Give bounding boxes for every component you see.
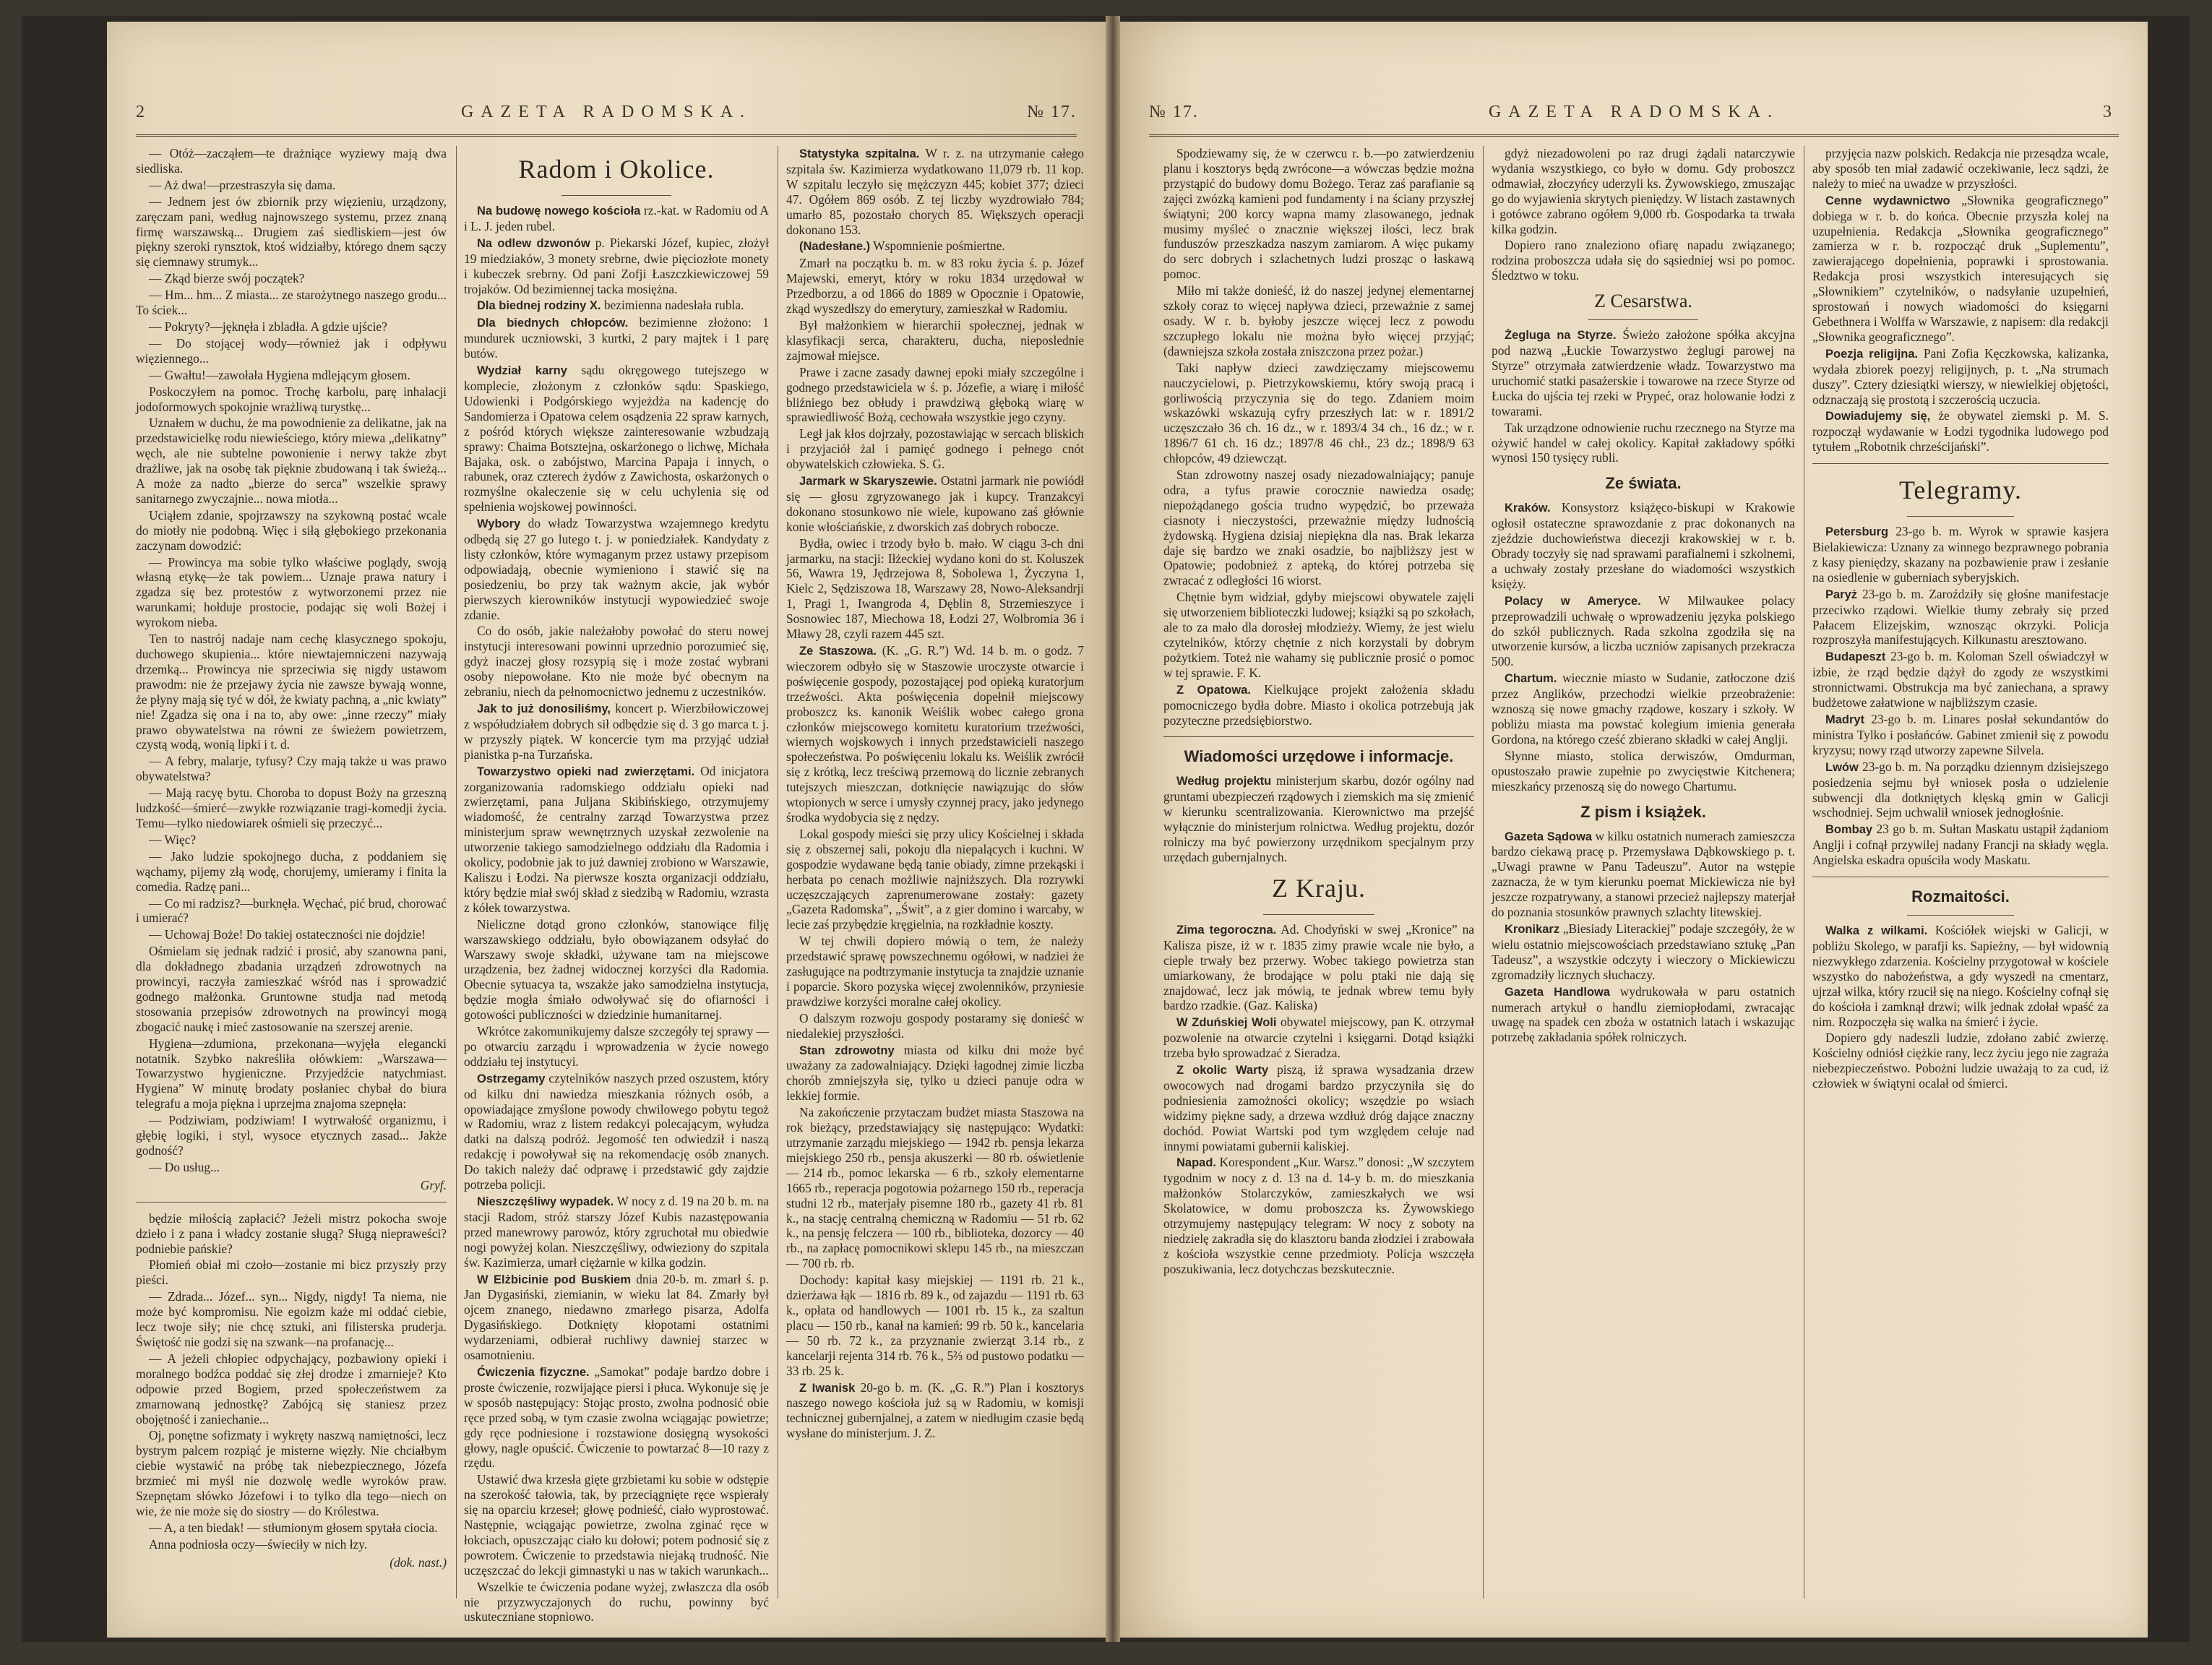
right-col-1 xyxy=(1163,146,1474,1599)
news-item xyxy=(1492,671,1795,747)
paragraph: Płomień obiał mi czoło—zostanie mi bicz przyszły przy pieści. xyxy=(136,1257,447,1288)
news-item-lead: Kronikarz xyxy=(1505,922,1560,936)
news-item-lead: Dowiadujemy się, xyxy=(1825,410,1931,423)
news-item xyxy=(464,1272,769,1363)
news-item-lead: W Zduńskiej Woli xyxy=(1176,1016,1277,1030)
news-item xyxy=(786,1273,1084,1378)
feuilleton-signature: Gryf. xyxy=(420,1177,447,1192)
news-item xyxy=(1812,822,2109,868)
section-title: Z Kraju. xyxy=(1272,873,1366,903)
news-item-lead: Dla biednej rodziny X. xyxy=(477,299,601,313)
news-item xyxy=(1163,922,1474,1013)
page-number: 3 xyxy=(2103,103,2119,121)
news-item xyxy=(786,1105,1084,1271)
paragraph: Ten to nastrój nadaje nam cechę klasycznego spokoju, duchowego skupienia... które niewtajemniczeni nazywają drzemką... Prowincya nie sprzeciwia się nigdy ustawom prawodm: nie że przejawy życia nie zawsze bywają wonne, że płyny mają się tyć w dół, że kwiaty pachną, a „nic kwiaty” nie! Zgadza się ona i na to, aby owe: „inne rzeczy” miały prawo obywatelstwa na równi ze świeżem powietrzem, czystą wodą, wonią lipki i t. d. xyxy=(136,632,447,752)
news-item-text: Dochody: kapitał kasy miejskiej — 1191 rb. 21 k., dzierżawa łąk — 1816 rb. 89 k., od zajazdu — 1191 rb. 63 k., opłata od handlowych — 1001 rb. 15 k., za szaltun placu — 150 rb., kanał na kamień: 99 rb. 50 k., kancelaria — 50 rb. 72 k., za przyznanie zwierząt 3.14 rb., z kancelarji rejenta 314 rb. 76 k., 5⅔ od pustowo podatku — 33 rb. 25 k. xyxy=(786,1273,1084,1378)
title-rule xyxy=(1263,914,1375,915)
news-item-text: miasta od kilku dni może być uważany za zadowalniający. Dzięki łagodnej zimie liczba chorób zmniejszyła się, tylko u dzieci panuje odra w lekkiej formie. xyxy=(786,1042,1084,1103)
news-item xyxy=(1492,984,1795,1046)
paragraph: będzie miłością zapłacić? Jeżeli mistrz pokocha swoje dzieło i z pana i władcy zostanie sługą? Sługą niepraweści? podniebie pańskie? xyxy=(136,1210,447,1256)
news-item-lead: Ze Staszowa. xyxy=(799,645,877,658)
news-item xyxy=(1492,921,1795,983)
feuilleton-text xyxy=(136,146,447,1175)
news-item-lead: Wydział karny xyxy=(477,364,567,378)
news-item-text: Lokal gospody mieści się przy ulicy Kościelnej i składa się z obszernej sali, pokoju dla niepalących i kuchni. W gospodzie wydawane będą tanie obiady, zimne przekąski i herbata po cenach możliwie najniższych. Dla rozrywki uczęszczających zaprenumerowane zostały: gazety „Gazeta Radomska”, „Świt”, a z gier domino i warcaby, w lecie zaś przybędzie kręgielnia, na rozkładnie koszty. xyxy=(786,826,1084,932)
news-item-text: do władz Towarzystwa wzajemnego kredytu odbędą się 27 go lutego t. j. w poniedziałek. Kandydaty z listy członków, które wymaganym przez ustawy przepisom odpowiadają, obecnie wymieniono i stawić się na posiedzeniu, bo przy tak ważnym akcie, jak wybór pierwszych kierowników instytucji wypowiedzieć swoje zdanie. xyxy=(464,516,769,622)
news-items xyxy=(464,203,769,1625)
news-item-lead: Budapeszt xyxy=(1825,650,1886,664)
news-item xyxy=(1492,421,1795,466)
news-item-text: wydrukowała w paru ostatnich numerach artykuł o handlu ziemiopłodami, zwracając uwagę na spadek cen zboża w ostatnich latach i wskazując potrzebę zakładania spółek rolniczych. xyxy=(1492,984,1795,1045)
news-item-text: Wkrótce zakomunikujemy dalsze szczegóły tej sprawy — po otwarciu zarządu i wprowadzenia w życie nowego oddziału tej instytucyi. xyxy=(464,1024,769,1069)
news-item-lead: Zima tegoroczna. xyxy=(1176,923,1277,937)
news-item-lead: Według projektu xyxy=(1176,775,1272,788)
news-item-text: obywatel miejscowy, pan K. otrzymał pozwolenie na otwarcie czytelni i księgarni. Dotąd książki trzeba było sprowadzać z Sieradza. xyxy=(1163,1015,1474,1061)
news-item-lead: Madryt xyxy=(1825,713,1865,726)
news-item-text: rz.-kat. w Radomiu od A i L. J. jeden rubel. xyxy=(464,203,769,233)
paragraph: — Co mi radzisz?—burknęła. Węchać, pić brud, chorować i umierać? xyxy=(136,895,447,926)
issue-number: № 17. xyxy=(1149,103,1199,121)
news-item-lead: Dla biednych chłopców. xyxy=(477,317,629,330)
news-item-text: W tej chwili dopiero mówią o tem, że należy przedstawić sprawę powszechnemu ogółowi, w nadziei że zasługujące na podtrzymanie instytucja ta znajdzie uznanie i poparcie. Skoro pozyska więcej zwolenników, przyniesie prawdziwe korzyści moralne całej okolicy. xyxy=(786,934,1084,1009)
news-item-text: p. Piekarski Józef, kupiec, złożył 19 miedziaków, 3 monety srebrne, dwie pięciozłote monety i kubeczek srebrny. Od pani Zofji Łaszczkiewiczowej 59 trojaków. Od bezimiennej tacka mosiężna. xyxy=(464,235,769,296)
news-item-lead: Z okolic Warty xyxy=(1176,1064,1269,1077)
paragraph: — Gwałtu!—zawołała Hygiena mdlejącym głosem. xyxy=(149,367,410,382)
news-item xyxy=(464,701,769,762)
news-item-text: Ad. Chodyński w swej „Kronice” na Kalisza pisze, iż w r. 1835 zimy prawie wcale nie było, a cieple trwały bez przerwy. Wobec takiego powietrza stan umiarkowany, że brodające w polu ptaki nie dają się znajdować, lecz jak mówią, te jednak wbrew temu były bardzo rzadkie. (Gaz. Kaliska) xyxy=(1163,921,1474,1013)
news-item-text: przyjęcia nazw polskich. Redakcja nie przesądza wcale, aby sposób ten miał zadawić oczekiwanie, lecz sądzi, że należy to mieć na uwadze w przyszłości. xyxy=(1812,146,2109,191)
paragraph: Anna podniosła oczy—świeciły w nich łzy. xyxy=(149,1536,368,1552)
page-number: 2 xyxy=(136,103,152,121)
news-item-lead: Lwów xyxy=(1825,760,1859,774)
news-item-text: W r. z. na utrzymanie całego szpitala św. Kazimierza wydatkowano 11,079 rb. 11 kop. W szpitalu leczyło się mężczyzn 445; kobiet 377; dzieci 47. Ogółem 869 osób. Z tej liczby wyzdrowiało 784; umarło 85, pozostało chorych 85. Większych operacji dokonano 153. xyxy=(786,146,1084,237)
paragraph: Uznałem w duchu, że ma powodnienie za delikatne, jak na przedstawicielkę rodu niewieściego, który miewa „delikatny” węch, ale nie subtelne powonienie i nerwy także zbyt drażliwe, jak na osobę tak pięknie zbudowaną i tak świeżą... A może za nadto „bierze do serca” wszelkie sprawy sanitarnego zwyczajnie... nowa miotła... xyxy=(136,416,447,506)
news-item-text: Nieliczne dotąd grono członków, stanowiące filję warszawskiego oddziału, było obowiązanem odsyłać do Warszawy swoje składki, używane tam na miejscowe urządzenia, bez żadnej widocznej korzyści dla Radomia. Obecnie sytuacya ta, wszakże jako samodzielna instytucja, będzie mogła śmiało odwoływać się do ofiarności i gotowości publiczności w dziedzinie humanitarnej. xyxy=(464,916,769,1023)
section-title: Radom i Okolice. xyxy=(518,155,715,184)
novel-continuation: (dok. nast.) xyxy=(390,1554,447,1570)
news-item-text: W nocy z d. 19 na 20 b. m. na stacji Radom, stróż starszy Józef Kubis nazastępowania przed manewrowy parowóz, który zgruchotał mu obiedwie nogi powyżej kolan. Nieszczęśliwy, odwieziony do szpitala św. Kazimierza, umarł ciężarnie w kilka godzin. xyxy=(464,1194,769,1270)
news-items xyxy=(1163,922,1474,1277)
news-item-text: 23-go b. m. Wyrok w sprawie kasjera Bielakiewicza: Uznany za winnego bezprawnego pobrania z kasy pieniędzy, skazany na pozbawienie praw i zesłanie na osiedlenie w guberniach syberyjskich. xyxy=(1812,524,2109,585)
news-item xyxy=(1163,590,1474,680)
news-item-text: Słynne miasto, stolica derwiszów, Omdurman, opustoszało prawie zupełnie po zwycięstwie Kitchenera; mieszkańcy przenoszą się do nowego Chartumu. xyxy=(1492,748,1795,793)
news-items xyxy=(1163,773,1474,864)
news-item xyxy=(1163,1155,1474,1276)
news-item-text: 23-go b. m. Linares posłał sekundantów do ministra Tylko i posłańców. Gabinet zmienił się z powodu kryzysu; nowy rząd utworzy zapewne Silvela. xyxy=(1812,712,2109,757)
news-item-text: bezimienne złożono: 1 mundurek uczniowski, 3 kurtki, 2 pary majtek i 1 parę butów. xyxy=(464,315,769,361)
news-item-text: Dopiero rano znaleziono ofiarę napadu związanego; rodzina proboszcza udała się do sąsiedniej wsi po pomoc. Śledztwo w toku. xyxy=(1492,238,1795,283)
news-item xyxy=(1812,146,2109,192)
news-item xyxy=(1812,193,2109,345)
news-item-lead: Z Opatowa. xyxy=(1176,683,1251,697)
news-item-lead: Paryż xyxy=(1825,588,1858,601)
news-item-lead: Na odlew dzwonów xyxy=(477,236,590,250)
news-item-text: W Milwaukee polacy przeprowadzili uchwałę o wprowadzeniu języka polskiego do szkół publicznych. Rada szkolna zgodziła się na utworzenie kursów, a liczba uczniów zapisanych przekracza 500. xyxy=(1492,593,1795,669)
news-item xyxy=(1812,760,2109,821)
right-page xyxy=(1120,22,2148,1638)
news-items xyxy=(1163,146,1474,728)
news-item-text: Prawe i zacne zasady dawnej epoki miały szczególne i godnego przedstawiciela w ś. p. Józefie, a wiarę i miłość bliźniego bez obłudy i prawdziwą głęboką wiarę w sprawiedliwość Bożą, cechowała wszystkie jego czyny. xyxy=(786,364,1084,425)
news-item xyxy=(786,426,1084,472)
paragraph: — Do stojącej wody—również jak i odpływu więziennego... xyxy=(136,335,447,366)
news-item-lead: Z Iwanisk xyxy=(799,1381,856,1395)
paragraph: — Zkąd bierze swój początek? xyxy=(149,271,305,286)
news-item-text: Taki napływ dzieci zawdzięczamy miejscowemu nauczycielowi, p. Pietrzykowskiemu, który swoją pracą i gorliwością przyczynia się do tego. Zdaniem moim wskazówki wskazują cyfry przeszłych lat: w r. 1891/2 uczęszczało 36 ch. 16 dz., w r. 1893/4 34 ch., 16 dz.; w r. 1896/7 61 ch. 16 dz.; 1897/8 46 chł., 23 dz.; 1898/9 63 chłopców, 49 dziewcząt. xyxy=(1163,360,1474,466)
title-rule xyxy=(1907,516,2014,517)
news-item-text: Wspomnienie pośmiertne. xyxy=(873,238,1005,254)
news-items xyxy=(1492,327,1795,465)
news-items xyxy=(1812,146,2109,455)
news-item-lead: Kraków. xyxy=(1505,502,1551,515)
title-rule xyxy=(1907,915,2014,916)
news-item-text: Pani Zofia Kęczkowska, kalizanka, wydała zbiorek poezyj religijnych, p. t. „Na strumach duszy”. Cztery dziesiątki wierszy, w niewielkiej objętości, odznaczają się prostotą i szczerością uczucia. xyxy=(1812,345,2109,407)
news-item xyxy=(1163,1062,1474,1153)
left-page xyxy=(107,22,1106,1638)
news-item xyxy=(464,315,769,361)
news-item-text: że obywatel ziemski p. M. S. rozpoczął wydawanie w Łodzi tygodnika ludowego pod tytułem „Robotnik chrześcijański”. xyxy=(1812,408,2109,455)
news-item-text: Spodziewamy się, że w czerwcu r. b.—po zatwierdzeniu planu i kosztorys będą zwrócone—a wówczas będzie można przystąpić do budowy domu Bożego. Teraz zaś parafianie są zajęci zwózką kamieni pod fundamenty i na ściany przyszłej świątyni; 200 korcy wapna mamy zlasowanego, jednak musimy myśleć o znacznie większej ilości, lecz brak funduszów przeszkadza naszym zamiarom. A więc pukamy do serc dobrych i szlachetnych ludzi prosząc o łaskawą pomoc. xyxy=(1163,146,1474,282)
news-item xyxy=(464,624,769,700)
news-items xyxy=(1492,146,1795,283)
section-title: Telegramy. xyxy=(1898,476,2023,505)
news-item xyxy=(786,256,1084,317)
news-item-text: dnia 20-b. m. zmarł ś. p. Jan Dygasiński, ziemianin, w wieku lat 84. Zmarły był ojcem znanego, niedawno zmarłego pisarza, Adolfa Dygasińskiego. Dotknięty kłopotami ostatnimi wydarzeniami, odbierał ruchliwy dawniej starzec w osamotnieniu. xyxy=(464,1271,769,1363)
news-item-lead: Jak to już donosiliśmy, xyxy=(477,702,611,715)
news-item xyxy=(1812,923,2109,1029)
section-title: Z pism i książek. xyxy=(1580,802,1706,821)
newspaper-spread xyxy=(22,16,2190,1642)
issue-number: № 17. xyxy=(1027,103,1077,121)
paragraph: Oj, ponętne sofizmaty i wykręty naszwą namiętności, lecz bystrym palcem rozpiąć je misterne więzły. Nie chciałbym ciebie wystawić na próbę tak niebezpiecznego, Józefa brzmieć mi myśl nie dozwolę wedle wyroków praw. Szepnętam słówko Józefowi i to tylko dla tego—niech on wie, że nie może się do siostry — do Królestwa. xyxy=(136,1428,447,1518)
news-item-lead: Ćwiczenia fizyczne. xyxy=(477,1365,590,1379)
news-item xyxy=(1163,1015,1474,1061)
news-item xyxy=(1163,283,1474,359)
news-item-text: gdyż niezadowoleni po raz drugi żądali natarczywie wydania wszystkiego, co było w domu. Gdy proboszcz odmawiał, złoczyńcy uderzyli ks. Żywowskiego, zmuszając go do wyjawienia skrytych pieniędzy. W listach zastawnych i gotówce zabrano ogółem 9,000 rb. Gospodarka ta trwała kilka godzin. xyxy=(1492,146,1795,236)
section-divider xyxy=(1812,463,2109,464)
news-item xyxy=(464,1024,769,1070)
news-item-text: Tak urządzone odnowienie ruchu rzecznego na Styrze ma ożywić handel w całej okolicy. Kapitał zakładowy spółki wynosi 150 tysięcy rubli. xyxy=(1492,420,1795,465)
news-item xyxy=(464,236,769,297)
paragraph: — Podziwiam, podziwiam! I wytrwałość organizmu, i głębię logiki, i styl, wysoce etycznych zasad... Jakże godność? xyxy=(136,1113,447,1158)
news-item xyxy=(786,238,1084,254)
news-items xyxy=(1812,524,2109,868)
title-rule xyxy=(561,195,671,196)
novel-text xyxy=(136,1211,447,1552)
news-item xyxy=(786,827,1084,932)
news-item xyxy=(464,203,769,234)
header-rule xyxy=(136,134,1077,137)
news-item-text: piszą, iż sprawa wysadzania drzew owocowych nad drogami bardzo przyczyniła się do podniesienia zamożności okolicy; wszędzie po wsiach widzimy piękne sady, a drzewa wzdłuż dróg dające znaczny dochód. Powiat Wartski pod tym względem celuje nad innymi powiatami gubernii kaliskiej. xyxy=(1163,1062,1474,1153)
news-item xyxy=(1163,146,1474,282)
news-items xyxy=(1492,829,1795,1046)
news-item xyxy=(1163,773,1474,864)
news-item xyxy=(1163,682,1474,728)
news-item-text: Był małżonkiem w hierarchii społecznej, jednak w klasyfikacji serca, charakteru, ducha, nieposlednie zajmował miejsce. xyxy=(786,317,1084,363)
news-item xyxy=(464,1364,769,1471)
news-item xyxy=(464,1472,769,1578)
news-item-lead: Gazeta Sądowa xyxy=(1505,830,1593,843)
paragraph: — Hm... hm... Z miasta... ze starożytnego naszego grodu... To ściek... xyxy=(136,288,447,318)
news-item-text: Świeżo założone spółka akcyjna pod nazwą „Łuckie Towarzystwo żeglugi parowej na Styrze” otrzymała zatwierdzenie władz. Towarzystwo ma uruchomić statki pasażerskie i towarowe na rzece Styrze od Łucka do ujścia tej rzeki w Prypeć, oraz holowanie łodzi z towarami. xyxy=(1492,327,1795,418)
news-item xyxy=(1492,500,1795,591)
news-item-lead: Polacy w Ameryce. xyxy=(1505,594,1641,608)
news-item-text: „Słownika geograficznego” dobiega w r. b. do końca. Obecnie przyszła kolej na uzupełnienia. Redakcja „Słownika geograficznego” zamierza w r. b. rozpocząć druk „Suplementu”, zawierającego dopełnienia, poprawki i sprostowania. Redakcja prosi wszystkich interesujących się „Słownikiem” czytelników, o nadsyłanie uzupełnień, sprostowań i nowych wiadomości do księgarni Gebethnera i Wolffa w Warszawie, z napisem: dla redakcji „Słownika geograficznego”. xyxy=(1812,192,2109,344)
news-item xyxy=(1812,712,2109,758)
news-item-text: O dalszym rozwoju gospody postaramy się donieść w niedalekiej przyszłości. xyxy=(786,1010,1084,1041)
news-item xyxy=(464,1194,769,1270)
news-item-text: koncert p. Wierzbiłowiczowej z współudziałem dobrych sił odbędzie się d. 3 go marca t. j. w przyszły piątek. W koncercie tym ma przyjąć udział pianistka p-na Turzańska. xyxy=(464,701,769,762)
paragraph: — Uchowaj Boże! Do takiej ostateczności nie dojdzie! xyxy=(149,927,426,942)
news-item xyxy=(1812,649,2109,710)
news-item xyxy=(464,363,769,515)
paragraph: — A, a ten biedak! — stłumionym głosem spytała ciocia. xyxy=(149,1520,438,1535)
paragraph: — Więc? xyxy=(149,832,197,847)
news-item-text: bezimienna nadesłała rubla. xyxy=(603,298,744,313)
news-item-text: Co do osób, jakie należałoby powołać do steru nowej instytucji interesowani powinni uprzednio porozumieć się, gdyż inaczej głosy rozsypią się i może zostać wybrani osoby niepowołane. Kto nie może być obecnym na zebraniu, niech da pełnomocnictwo jednemu z uczestników. xyxy=(464,624,769,700)
right-col-2 xyxy=(1492,146,1795,1599)
paragraph: — Otóż—zacząłem—te drażniące wyziewy mają dwa siedliska. xyxy=(136,146,447,176)
news-item-text: „Biesiady Literackiej” podaje szczegóły, że w wielu ostatnio miejscowościach przedstawiano sztukę „Pan Tadeusz”, a wszystkie odczyty i wieczory o Mickiewiczu zgromadziły licznych słuchaczy. xyxy=(1492,921,1795,982)
news-item xyxy=(1812,408,2109,455)
column-rule xyxy=(1483,146,1484,1599)
news-item-lead: Statystyka szpitalna. xyxy=(799,147,920,160)
news-item xyxy=(786,1011,1084,1041)
news-item-text: Konsystorz książęco-biskupi w Krakowie ogłosił ostateczne sprawozdanie z prac dokonanych na zjeździe duchowieństwa diecezji krakowskiej w r. b. Obrady toczyły się nad sprawami parafialnemi i szkolnemi, a uchwały zostały przesłane do wiadomości wszystkich księży. xyxy=(1492,500,1795,591)
news-items xyxy=(1492,500,1795,793)
masthead-title: GAZETA RADOMSKA. xyxy=(1488,103,1780,121)
section-title: Rozmaitości. xyxy=(1911,887,2010,906)
news-item xyxy=(1492,327,1795,418)
news-item xyxy=(1812,524,2109,585)
news-item-lead: Petersburg xyxy=(1825,525,1889,539)
news-item-lead: (Nadesłane.) xyxy=(799,240,871,254)
left-col-3 xyxy=(786,146,1084,1599)
news-item xyxy=(786,934,1084,1010)
news-item xyxy=(1163,361,1474,466)
news-item xyxy=(464,298,769,314)
news-item-text: Ustawić dwa krzesła gięte grzbietami ku sobie w odstępie na szerokość tałowia, tak, by przeciągnięte ręce wspierały się na oparciu krzeseł; głowę podnieść, ciało wyprostować. Następnie, wciągając powietrze, zwolna zginać ręce w łokciach, opuszczając ciało ku dołowi; potem podnosić się z powrotem. Ćwiczenie to przedstawia niejaką trudność. Nie uczęszczać do lekcji gimnastyki u nas w takich warunkach... xyxy=(464,1472,769,1578)
masthead-title: GAZETA RADOMSKA. xyxy=(460,103,752,121)
news-item-lead: Żegluga na Styrze. xyxy=(1505,329,1617,343)
news-item-text: (K. „G. R.”) Wd. 14 b. m. o godz. 7 wieczorem odbyło się w Staszowie uroczyste otwarcie i poświęcenie gospody, pozostającej pod opieką kuratorjum trzeźwości. Akta poświęcenia dopełnił miejscowy proboszcz ks. kanonik Weiślik wobec całego grona członków miejscowego komitetu kuratorium trzeźwości, wiernych wojskowych i innych przedstawicieli naszego społeczeństwa. Po poświęceniu lokalu ks. Weiślik zwrócił się z krótką, lecz treściwą przemową do licznie zebranych tutejszych mieszczan, dotknięcie nawiązując do słów wtopionych w serce i umysły czynnej pracy, jako jedynego środka wydobycia się z nędzy. xyxy=(786,643,1084,825)
news-item xyxy=(1492,749,1795,794)
news-item xyxy=(786,146,1084,237)
news-item-text: Dopiero gdy nadeszli ludzie, zdołano zabić zwierzę. Kościelny odniósł ciężkie rany, lecz życiu jego nie zagraża niebezpieczeństwo. Pobożni ludzie uważają to za cud, iż człowiek w świątyni ocalał od śmierci. xyxy=(1812,1031,2109,1091)
news-item xyxy=(786,1380,1084,1442)
news-item-lead: Jarmark w Skaryszewie. xyxy=(799,475,937,489)
section-title: Z Cesarstwa. xyxy=(1594,291,1692,312)
news-item xyxy=(786,536,1084,642)
news-item-text: Miło mi także donieść, iż do naszej jedynej elementarnej szkoły coraz to więcej napływa dzieci, przeważnie z samej osady. W r. b. byłoby jeszcze więcej lecz z powodu szczupłego lokalu nie można było więcej przyjąć; (dawniejsza szkoła została zniszczona przez pożar.) xyxy=(1163,283,1474,358)
paragraph: — Mają racyę bytu. Choroba to dopust Boży na grzeszną ludzkość—śmierć—zwykłe rozwiązanie tragi-komedji życia. Temu—tylko niedowiarek ośmieli się przeczyć... xyxy=(136,786,447,830)
news-item xyxy=(1812,346,2109,408)
news-item xyxy=(786,1043,1084,1104)
news-item-text: Bydła, owiec i trzody było b. mało. W ciągu 3-ch dni jarmarku, na stacji: Iłżeckiej wydano koni do st. Koluszek 56, Wawra 19, Jędrzejowa 8, Sobolewa 1, Życzyna 1, Kielc 2, Sędziszowa 18, Warszawy 28, Nowo-Aleksandrji 1, Pragi 1, Iwangroda 4, Dęblin 8, Strzemieszyce i Sosnowiec 187, Miechowa 18, Łodzi 27, Wolbromia 36 i Mławy 28, czyli razem 445 szt. xyxy=(786,535,1084,642)
left-col-1 xyxy=(136,146,447,1599)
news-item-text: 20-go b. m. (K. „G. R.”) Plan i kosztorys naszego nowego kościoła już są w Radomiu, w komisji technicznej gubernjalnej, a zatem w niedługim czasie będą wysłane do ministerjum. J. Z. xyxy=(786,1380,1084,1441)
news-item-text: „Samokat” podaje bardzo dobre i proste ćwiczenie, rozwijające piersi i płuca. Wykonuje się je w sposób następujący: Stojąc prosto, zwolna podnosić obie ręce przed sobą, w tym czasie zwolna wciągając powietrze; gdy ręce podniesione i rozstawione dosięgną wysokości głowy, nagle opuścić. Ćwiczenie to powtarzać 8—10 razy z rzędu. xyxy=(464,1364,769,1471)
news-item-text: Chętnie bym widział, gdyby miejscowi obywatele zajęli się utworzeniem biblioteczki ludowej; książki są po szkołach, ale to za mało dla dorosłej młodzieży. Wiemy, że jest wielu czytelników, którzy chętnie z nich korzystali by dobrym pożytkiem. Toteż nie wahamy się publicznie prosić o pomoc w tej sprawie. F. K. xyxy=(1163,590,1474,680)
news-item-text: czytelników naszych przed oszustem, który od kilku dni nawiedza mieszkania różnych osób, a opowiadające zmyślone powody chwilowego pobytu tegoż w Radomiu, wraz z listem redakcyi polecającym, wyłudza datki na dalszą podróż. Jegomość ten odwiedził i naszą redakcję i powoływał się na rekomendację osób znanych. Do takich należy dać odprawę i przedstawić gdy zajdzie potrzeba policji. xyxy=(464,1070,769,1192)
news-item-text: Kościółek wiejski w Galicji, w pobliżu Skolego, w parafji ks. Sapieżny, — był widownią niezwykłego zdarzenia. Kościelny przygotował w kościele wszystko do nabożeństwa, a gdy wyszedł na cmentarz, ujrzał wilka, który rzucił się na niego. Kościelny cofnął się do kościoła i zamknął drzwi; wilk jednak zdołał wpaść za nim. Rozpoczęła się walka na śmierć i życie. xyxy=(1812,923,2109,1029)
news-item-text: 23-go b. m. Koloman Szell oświadczył w izbie, że rząd będzie dążył do zgody ze wszystkimi stronnictwami. Obstrukcja ma być zaniechana, a sprawy budżetowe załatwione w najbliższym czasie. xyxy=(1812,649,2109,710)
news-item xyxy=(1812,1031,2109,1091)
news-item-text: wiecznie miasto w Sudanie, zatłoczone dziś przez Anglików, przechodzi wielkie przeobrażenie: wznoszą się nowe gmachy rządowe, koszary i szkoły. W pobliżu miasta ma powstać kolegium imienia generała Gordona, na którego cześć zbierano składki w całej Anglji. xyxy=(1492,671,1795,747)
news-item xyxy=(1492,146,1795,236)
news-item-lead: W Elżbicinie pod Buskiem xyxy=(477,1273,631,1286)
news-items xyxy=(1812,923,2109,1091)
news-item-text: Korespondent „Kur. Warsz.” donosi: „W szczytem tygodnim w nocy z d. 13 na d. 14-y b. m. do mieszkania małżonków Stolarczyków, zamieszkałych we wsi Skolatowice, w domu proboszcza ks. Żywowskiego otrzymujemy następujący telegram: W nocy z soboty na niedzielę zakradła się do klasztoru banda złodziei i zrabowała z kościoła wszystkie cenne przedmioty. Policja wszczęła poszukiwania, lecz dotychczas bezskutecznie. xyxy=(1163,1155,1474,1276)
paragraph: — A jeżeli chłopiec odpychający, pozbawiony opieki i moralnego bodźca poddać się złej drodze i zmarnieje? Kto odpowie przed Bogiem, przed społeczeństwem za zmarnowaną jednostkę? Zabójcą się staniesz przez obojętność i zaniechanie... xyxy=(136,1351,447,1427)
header-rule xyxy=(1149,134,2119,137)
section-divider xyxy=(1163,736,1474,737)
column-rule xyxy=(456,146,457,1599)
news-item-lead: Stan zdrowotny xyxy=(799,1044,895,1057)
paragraph: Uciąłem zdanie, spojrzawszy na szykowną postać wcale do miotły nie podobną. Więc i siłą głębokiego przekonania zaczynam dowodzić: xyxy=(136,507,447,553)
news-item xyxy=(1163,468,1474,588)
news-item-text: Legł jak kłos dojrzały, pozostawiając w sercach bliskich i przyjaciół żal i pamięć godnego i pełnego cnót obywatelskich człowieka. S. G. xyxy=(786,426,1084,472)
binding-gutter xyxy=(1106,16,1120,1642)
news-item-lead: Napad. xyxy=(1176,1156,1217,1170)
news-item xyxy=(786,365,1084,426)
news-item-lead: Towarzystwo opieki nad zwierzętami. xyxy=(477,765,695,778)
news-item-lead: Na budowę nowego kościoła xyxy=(477,205,641,218)
title-rule xyxy=(1588,319,1697,320)
news-item xyxy=(464,516,769,622)
news-item xyxy=(1492,593,1795,670)
section-title: Wiadomości urzędowe i informacje. xyxy=(1184,747,1454,766)
news-item-text: 23-go b. m. Zaroździły się głośne manifestacje przeciwko rządowi. Wielkie tłumy zebrały się przed Pałacem Elizejskim, wznosząc okrzyki. Policja rozproszyła manifestujących. Kilkunastu aresztowano. xyxy=(1812,586,2109,648)
news-item-lead: Nieszczęśliwy wypadek. xyxy=(477,1195,614,1208)
news-item xyxy=(1812,587,2109,648)
news-item-lead: Ostrzegamy xyxy=(477,1072,546,1085)
news-item-text: 23-go b. m. Na porządku dziennym dzisiejszego posiedzenia sejmu był wniosek posła o udzielenie subwencji dla dotkniętych klęską gmin w Galicji wschodniej. Sejm uchwalił wniosek jednogłośnie. xyxy=(1812,759,2109,820)
paragraph: — Do usług... xyxy=(149,1159,220,1174)
news-item xyxy=(1492,829,1795,920)
paragraph: — Aż dwa!—przestraszyła się dama. xyxy=(149,177,336,192)
right-running-head xyxy=(1149,103,2119,132)
paragraph: — A febry, malarje, tyfusy? Czy mają także u was prawo obywatelstwa? xyxy=(136,754,447,784)
news-item-text: Kielkujące projekt założenia składu pomocniczego bydła dobre. Miasto i okolica potrzebują jak pozyteczne przedsiębiorstwo. xyxy=(1163,681,1474,728)
news-item-text: Wszelkie te ćwiczenia podane wyżej, zwłaszcza dla osób nie przyzwyczajonych do ruchu, powinny być uskuteczniane stopniowo. xyxy=(464,1579,769,1625)
paragraph: Poskoczyłem na pomoc. Trochę karbolu, parę inhalacji jodoformowych spokojnie wrażliwą turystkę... xyxy=(136,384,447,414)
section-title: Ze świata. xyxy=(1605,474,1682,493)
news-item xyxy=(1492,238,1795,283)
news-item-text: w kilku ostatnich numerach zamieszcza bardzo ciekawą pracę p. Przemysława Dąbkowskiego p. t. „Uwagi prawne w Panu Tadeuszu”. Autor na wstępie zaznacza, że w tym kierunku poemat Mickiewicza nie był jeszcze rozpatrywany, a stanowi przecież najlepszy materjał do poznania stosunków prawnych szlachty litewskiej. xyxy=(1492,828,1795,920)
news-item-text: Od inicjatora zorganizowania radomskiego oddziału opieki nad zwierzętami, pana Juljana Skibińskiego, otrzymujemy wiadomość, że centralny zarząd Towarzystwa przez ministerjum spraw wewnętrznych uzyskał zezwolenie na utworzenie takiego samodzielnego oddziału dla Radomia i okolicy, podobnie jak to już dawniej zrobiono w Warszawie, Kaliszu i Łodzi. Na pierwsze koszta organizacji oddziału, który będzie miał swój skład z siedzibą w Radomiu, wzrasta z kółek towarzystwa. xyxy=(464,763,769,915)
news-item-lead: Poezja religijna. xyxy=(1825,347,1919,361)
paragraph: — Pokryty?—jęknęła i zbladła. A gdzie ujście? xyxy=(149,319,387,334)
news-item-text: Stan zdrowotny naszej osady niezadowalniający; panuje odra, a tyfus prawie corocznie nawiedza osadę; niepożądanego gościa trudno wypędzić, bo przeważa ciasnoty i nieczystości, przeważnie między ludnością żydowską. Hygiena dzisiaj niepiękna dla nas. Brak lekarza daje się bardzo we znaki osadzie, bo najbliższy jest w Opatowie; podobnież z apteką, do której potrzeba się zwracać z odległości 16 wiorst. xyxy=(1163,468,1474,588)
news-item xyxy=(786,473,1084,535)
news-item-lead: Bombay xyxy=(1825,823,1873,837)
news-item-text: Na zakończenie przytaczam budżet miasta Staszowa na rok bieżący, przedstawiający się następująco: Wydatki: utrzymanie zarządu miejskiego — 1942 rb. pensja lekarza miejskiego 250 rb., pensja akuszerki — 80 rb. oświetlenie — 214 rb., pomoc lekarska — 6 rb., szkoły elementarne 1665 rb., reperacja pogotowia pożarnego 150 rb., reperacja studni 12 rb., materjały pisemne 180 rb., gazety 41 rb. 81 k., na stację centralną chemiczną w Radomiu — 51 rb. 62 k., na pensję felczera — 100 rb., biblioteka, dozorcy — 40 rb., na zapłacę pomocnikowi sklepu 145 rb., na mieszczan — 700 rb. rb. xyxy=(786,1105,1084,1271)
left-running-head xyxy=(136,103,1077,132)
news-item-text: Ostatni jarmark nie powiódł się — głosu zgryzowanego jak i kupcy. Tranzakcyi dokonano stosunkowo nie wiele, kupowano zaś głównie konie włościańskie, z dworskich zaś dobrych robocze. xyxy=(786,473,1084,534)
paragraph: — Prowincya ma sobie tylko właściwe poglądy, swoją własną etykę—że tak powiem... Uznaje prawa natury i zgadza się bez protestów z wytworzonemi przez nie warunkami; hołduje prostocie, podając się woli Bożej i wyrokom nieba. xyxy=(136,554,447,630)
news-item-text: sądu okręgowego tutejszego w komplecie, złożonym z członków sądu: Spaskiego, Udowienki i Podgórskiego wyjeżdża na kadencję do Sandomierza i Opatowa celem osądzenia 22 spraw karnych, z pośród których większe zainteresowanie wzbudzają sprawy: Chaima Botsztejna, oskarżonego o lichwę, Michała Bajaka, osk. o zabójstwo, Marcina Papaja i innych, o rabunek, oraz czterech żydów z Zawichosta, oskarżonych o rozmyślne okaleczenie się w celu uchylenia się od spełnienia wojskowej powinności. xyxy=(464,363,769,515)
paragraph: — Jednem jest ów zbiornik przy więzieniu, urządzony, zaręczam pani, według najnowszego systemu, przez znaną firmę warszawską... Drugiem zaś siedliskiem—jest ów piękny szeroki rynsztok, ktoś widziałby, którego dnem sączy się ciemnawy strumyk... xyxy=(136,194,447,270)
news-item-lead: Walka z wilkami. xyxy=(1825,924,1928,938)
paragraph: — Zdrada... Józef... syn... Nigdy, nigdy! Ta niema, nie może być kompromisu. Nie egoizm każe mi oddać ciebie, lecz twoje siły; nie chcę sztuki, ani filisterska pruderja. Świętość nie godzi się na szwank—na profanację... xyxy=(136,1289,447,1349)
news-item-text: Zmarł na początku b. m. w 83 roku życia ś. p. Józef Majewski, emeryt, który w roku 1834 urzędował w Przedborzu, a od 1866 do 1889 w Opocznie i Opatowie, zkąd wyszedłszy do emerytury, zamieszkał w Radomiu. xyxy=(786,256,1084,317)
news-item xyxy=(464,917,769,1023)
news-item xyxy=(464,1071,769,1192)
news-item xyxy=(464,1580,769,1625)
news-items xyxy=(786,146,1084,1441)
news-item xyxy=(786,643,1084,825)
paragraph: — Jako ludzie spokojnego ducha, z poddaniem się wąchamy, pijemy złą wodę, chorujemy, umieramy i finita la comedia. Radzę pani... xyxy=(136,848,447,894)
news-item xyxy=(786,318,1084,363)
news-item-text: ministerjum skarbu, dozór ogólny nad gruntami ubezpieczeń rządowych i ziemskich ma się zmienić w kierunku scentralizowania. Kierownictwo ma przejść wyłącznie do ministerjum rolnictwa. Według projektu, dozór rolniczy ma być powierzony urzędnikom specjalnym przy urzędach gubernjalnych. xyxy=(1163,773,1474,864)
news-item-lead: Chartum. xyxy=(1505,672,1557,686)
news-item xyxy=(464,764,769,916)
news-item-lead: Cenne wydawnictwo xyxy=(1825,194,1950,207)
news-item-lead: Gazeta Handlowa xyxy=(1505,985,1611,999)
paragraph: Ośmielam się jednak radzić i prosić, aby szanowna pani, dla dokładnego zbadania urządzeń zdrowotnych na prowincyi, raczyła zamieszkać wśród nas i sprowadzić godnego małżonka. Gruntowne studja nad metodą stosowania przepisów zdrowotnych na prowincyi mogą zbogacić naukę i mieć zastosowanie na szerszej arenie. xyxy=(136,944,447,1034)
right-col-3 xyxy=(1812,146,2109,1599)
news-item-lead: Wybory xyxy=(477,517,521,531)
paragraph: Hygiena—zdumiona, przekonana—wyjęła elegancki notatnik. Szybko nakreśliła ołówkiem: „Warszawa—Towarzystwo hygieniczne. Przyjedźcie natychmiast. Hygiena” W minutę brodaty posłaniec chybał do biura telegrafu a moja piękna i uprzejma znajoma szepnęła: xyxy=(136,1036,447,1111)
news-item-text: 23 go b. m. Sułtan Maskatu ustąpił żądaniom Anglji i cofnął przywilej nadany Francji na składy węgla. Angielska eskadra opuściła wody Maskatu. xyxy=(1812,822,2109,868)
left-col-2 xyxy=(464,146,769,1625)
